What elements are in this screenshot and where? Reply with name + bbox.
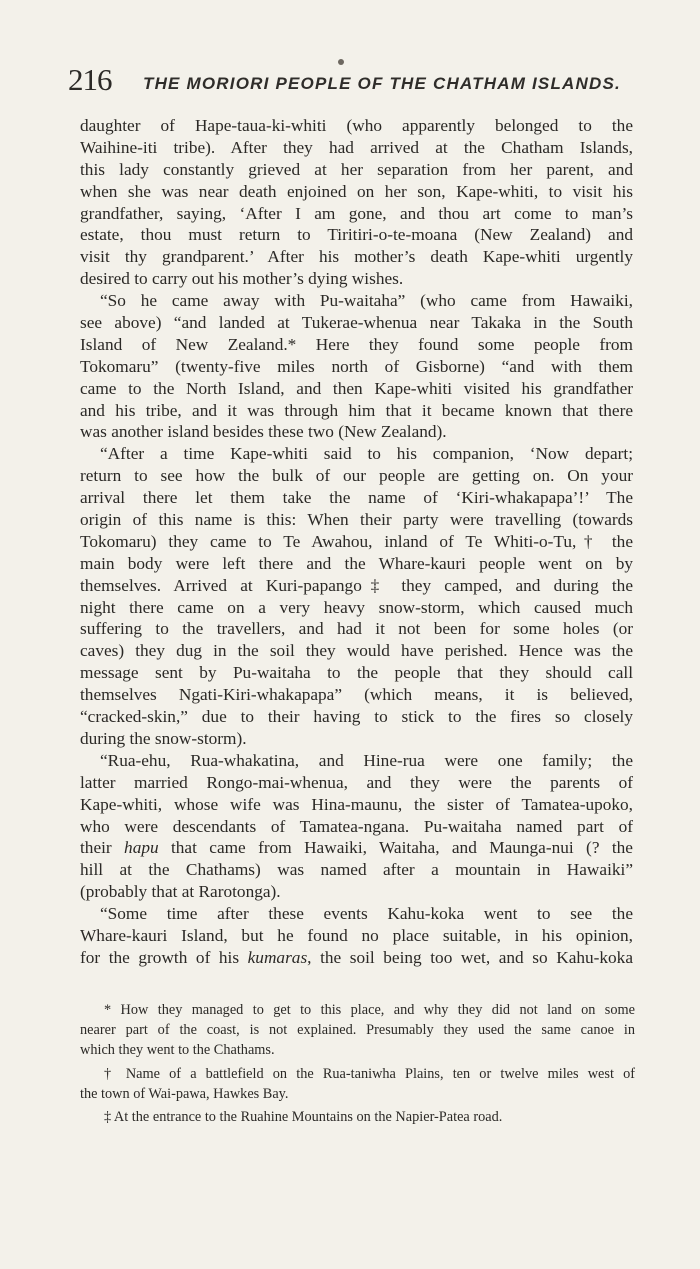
text-line: “Some time after these events Kahu-koka went to see the [100,904,633,924]
text-line: “Rua-ehu, Rua-whakatina, and Hine-rua were one family; the [100,750,633,770]
text-line: caves) they dug in the soil they would have perished. Hence was the [80,641,633,661]
text-line: themselves Ngati-Kiri-whakapapa” (which means, it is believed, [80,685,633,705]
text-line: origin of this name is this: When their party were travelling (towards [80,510,633,530]
text-line: came to the North Island, and then Kape-whiti visited his grandfather [80,378,633,398]
text-line: and his tribe, and it was through him that it became known that there [80,400,633,420]
text-line: daughter of Hape-taua-ki-whiti (who apparently belonged to the [80,116,633,135]
text-line: latter married Rongo-mai-whenua, and they were the parents of [80,772,633,792]
text-line: Waihine-iti tribe). After they had arrived at the Chatham Islands, [80,137,633,157]
text-line: Whare-kauri Island, but he found no place suitable, in his opinion, [80,925,633,945]
footnote-line: ‡ At the entrance to the Ruahine Mountains on the Napier-Patea road. [104,1108,503,1125]
text-line: visit thy grandparent.’ After his mother’s death Kape-whiti urgently [80,247,633,267]
footnote-line: the town of Wai-pawa, Hawkes Bay. [80,1085,289,1102]
text-line: when she was near death enjoined on her son, Kape-whiti, to visit his [80,181,633,201]
text-line: arrival there let them take the name of ‘Kiri-whakapapa’!’ The [80,488,633,508]
text-line: night there came on a very heavy snow-storm, which caused much [80,597,633,617]
text-line: themselves. Arrived at Kuri-papango‡ they camped, and during the [80,575,633,595]
text-line: message sent by Pu-waitaha to the people that they should call [80,663,633,683]
text-line: who were descendants of Tamatea-ngana. Pu-waitaha named part of [80,816,633,836]
text-line: Tokomaru) they came to Te Awahou, inland of Te Whiti-o-Tu,† the [80,531,633,551]
footnotes [80,1000,635,1127]
footnote-line: nearer part of the coast, is not explained. Presumably they used the same canoe in [80,1022,635,1039]
text-line: was another island besides these two (New Zealand). [80,422,447,442]
page-header [68,62,638,100]
text-line: Island of New Zealand.* Here they found some people from [80,334,633,354]
text-line: grandfather, saying, ‘After I am gone, and thou art come to man’s [80,203,633,223]
text-line: for the growth of his kumaras, the soil being too wet, and so Kahu-koka [80,947,633,967]
text-line: during the snow-storm). [80,728,247,748]
text-line: this lady constantly grieved at her separation from her parent, and [80,159,633,179]
text-line: Kape-whiti, whose wife was Hina-maunu, the sister of Tamatea-upoko, [80,794,633,814]
text-line: “So he came away with Pu-waitaha” (who came from Hawaiki, [100,291,633,311]
text-line: “cracked-skin,” due to their having to stick to the fires so closely [80,707,633,727]
ink-speck [338,59,344,65]
text-line: “After a time Kape-whiti said to his companion, ‘Now depart; [100,444,633,464]
text-line: Tokomaru” (twenty-five miles north of Gisborne) “and with them [80,356,633,376]
text-line: main body were left there and the Whare-kauri people went on by [80,553,633,573]
text-line: return to see how the bulk of our people are getting on. On your [80,466,633,486]
text-line: suffering to the travellers, and had it not been for some holes (or [80,619,633,639]
text-line: see above) “and landed at Tukerae-whenua near Takaka in the South [80,313,633,333]
footnote-line: † Name of a battlefield on the Rua-taniwha Plains, ten or twelve miles west of [104,1065,635,1082]
text-line: their hapu that came from Hawaiki, Waitaha, and Maunga-nui (? the [80,838,633,858]
text-line: desired to carry out his mother’s dying wishes. [80,269,404,289]
text-line: estate, thou must return to Tiritiri-o-te-moana (New Zealand) and [80,225,633,245]
body-text [80,115,633,969]
running-title: THE MORIORI PEOPLE OF THE CHATHAM ISLANDS. [143,74,621,93]
page-number: 216 [68,62,112,97]
text-line: (probably that at Rarotonga). [80,882,281,902]
footnote-line: * How they managed to get to this place, and why they did not land on some [104,1002,635,1018]
text-line: hill at the Chathams) was named after a mountain in Hawaiki” [80,860,633,880]
footnote-line: which they went to the Chathams. [80,1042,275,1059]
